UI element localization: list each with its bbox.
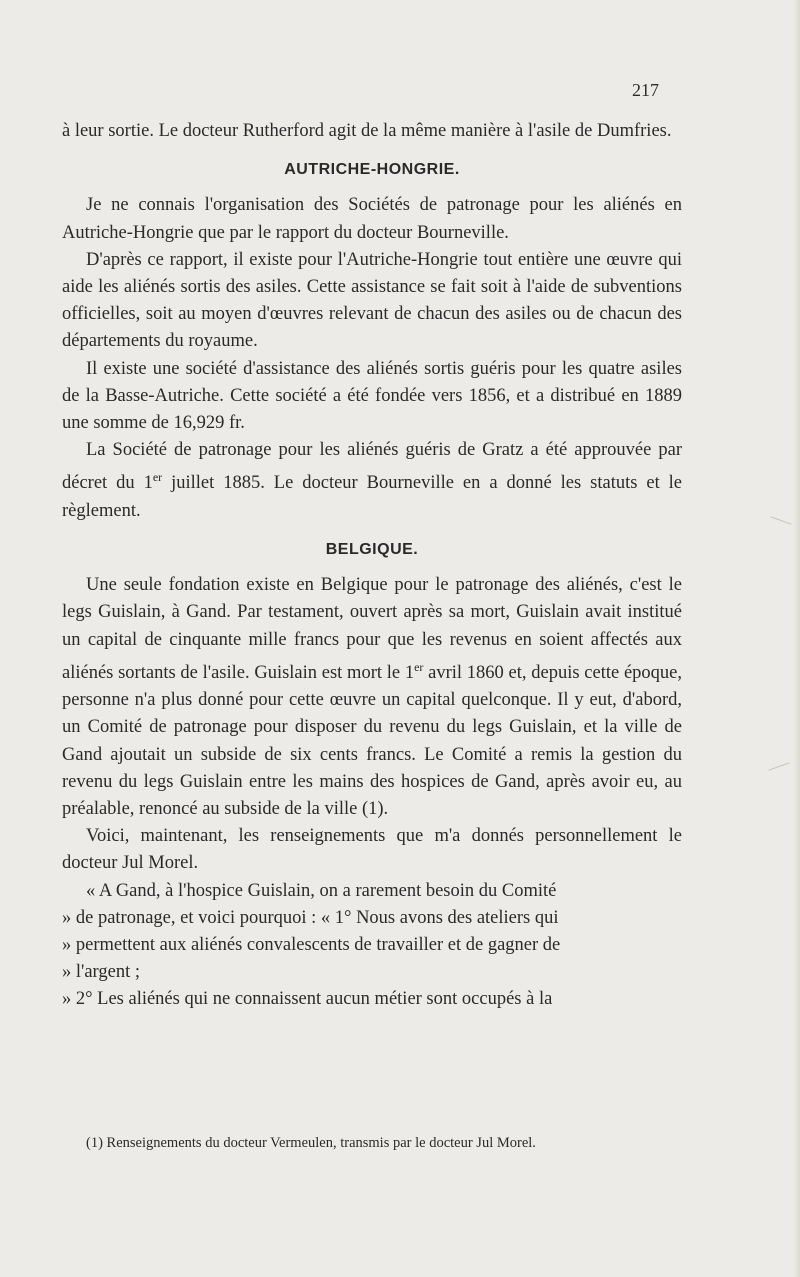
body-text <box>62 118 682 1014</box>
paragraph: D'après ce rapport, il existe pour l'Autriche-Hongrie tout entière une œuvre qui aide les aliénés sortis des asiles. Cette assistance se fait soit à l'aide de subventions officielles, soit au moyen d'œuvres relevant de chacun des asiles ou de chacun des départements du royaume. <box>62 249 682 352</box>
paragraph: Une seule fondation existe en Belgique pour le patronage des aliénés, c'est le legs Guislain, à Gand. Par testament, ouvert après sa mort, Guislain avait institué un capital de cinquante mille francs pour que les revenus en soient affectés aux aliénés sortants de l'asile. Guislain est mort le 1er avril 1860 et, depuis cette époque, personne n'a plus donné pour cette œuvre un capital quelconque. Il y eut, d'abord, un Comité de patronage pour disposer du revenu du legs Guislain, et la ville de Gand ajoutait un subside de six cents francs. Le Comité a remis la gestion du revenu du legs Guislain entre les mains des hospices de Gand, après avoir eu, au préalable, renoncé au subside de la ville (1). <box>62 575 682 819</box>
quote-line: « A Gand, à l'hospice Guislain, on a rarement besoin du Comité <box>86 880 557 901</box>
scan-mark <box>770 516 791 524</box>
footnote: (1) Renseignements du docteur Vermeulen, transmis par le docteur Jul Morel. <box>86 1135 536 1151</box>
paragraph: Je ne connais l'organisation des Sociétés de patronage pour les aliénés en Autriche-Hongrie que par le rapport du docteur Bourneville. <box>62 195 682 243</box>
section-heading-autriche-hongrie: AUTRICHE-HONGRIE. <box>284 161 460 179</box>
paragraph: Voici, maintenant, les renseignements que m'a donnés personnellement le docteur Jul Morel. <box>62 826 682 874</box>
page-edge-shadow <box>794 0 800 1277</box>
quote-line: » 2° Les aliénés qui ne connaissent aucun métier sont occupés à la <box>62 989 553 1010</box>
paragraph-continuation: à leur sortie. Le docteur Rutherford agit de la même manière à l'asile de Dumfries. <box>62 121 672 141</box>
quote-line: » l'argent ; <box>62 962 141 983</box>
quote-line: » permettent aux aliénés convalescents de travailler et de gagner de <box>62 935 561 955</box>
quote-line: » de patronage, et voici pourquoi : « 1° Nous avons des ateliers qui <box>62 907 559 928</box>
scan-mark <box>768 762 789 770</box>
page-number: 217 <box>632 80 659 100</box>
section-heading-belgique: BELGIQUE. <box>325 541 419 558</box>
paragraph: Il existe une société d'assistance des aliénés sortis guéris pour les quatre asiles de la Basse-Autriche. Cette société a été fondée vers 1856, et a distribué en 1889 une somme de 16,929 fr. <box>62 358 682 434</box>
paragraph: La Société de patronage pour les aliénés guéris de Gratz a été approuvée par décret du 1er juillet 1885. Le docteur Bourneville en a donné les statuts et le règlement. <box>62 440 683 521</box>
